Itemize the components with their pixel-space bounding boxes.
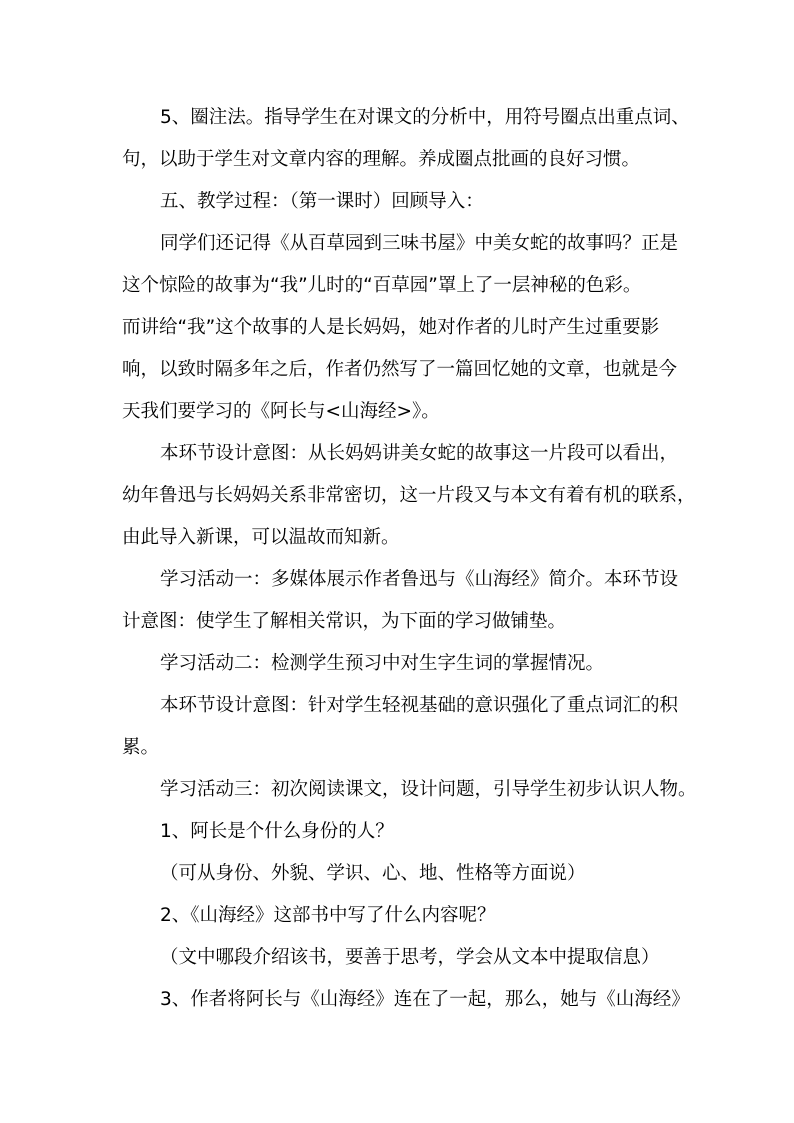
paragraph-line: 学习活动二：检测学生预习中对生字生词的掌握情况。 [160,653,605,674]
paragraph-line: 学习活动三：初次阅读课文，设计问题，引导学生初步认识人物。 [160,779,697,800]
paragraph-line: 响，以致时隔多年之后，作者仍然写了一篇回忆她的文章，也就是今 [122,359,678,380]
paragraph-line: 幼年鲁迅与长妈妈关系非常密切，这一片段又与本文有着有机的联系， [122,485,696,506]
paragraph-line: 学习活动一：多媒体展示作者鲁迅与《山海经》简介。本环节设 [160,569,679,590]
paragraph-line: 这个惊险的故事为“我”儿时的“百草园”罩上了一层神秘的色彩。 [122,275,642,296]
list-item: 1、阿长是个什么身份的人？ [160,821,394,842]
paragraph-line: 同学们还记得《从百草园到三味书屋》中美女蛇的故事吗？正是 [160,233,679,254]
paragraph-line: 句，以助于学生对文章内容的理解。养成圈点批画的良好习惯。 [122,149,641,170]
list-item: 2、《山海经》这部书中写了什么内容呢？ [160,905,496,926]
paragraph-line: 而讲给“我”这个故事的人是长妈妈，她对作者的儿时产生过重要影 [122,317,660,338]
paragraph-line: 本环节设计意图：从长妈妈讲美女蛇的故事这一片段可以看出， [160,443,679,464]
section-heading: 五、教学过程：（第一课时）回顾导入： [160,191,484,212]
list-item: 3、作者将阿长与《山海经》连在了一起，那么，她与《山海经》 [160,989,690,1010]
paragraph-line: 累。 [122,737,160,758]
list-item-note: （文中哪段介绍该书，要善于思考，学会从文本中提取信息） [160,947,660,968]
paragraph-line: 5、圈注法。指导学生在对课文的分析中，用符号圈点出重点词、 [160,107,690,128]
paragraph-line: 计意图：使学生了解相关常识，为下面的学习做铺垫。 [122,611,567,632]
paragraph-line: 天我们要学习的《阿长与<山海经>》。 [122,401,440,422]
list-item-note: （可从身份、外貌、学识、心、地、性格等方面说） [160,863,586,884]
paragraph-line: 本环节设计意图：针对学生轻视基础的意识强化了重点词汇的积 [160,695,679,716]
paragraph-line: 由此导入新课，可以温故而知新。 [122,527,400,548]
